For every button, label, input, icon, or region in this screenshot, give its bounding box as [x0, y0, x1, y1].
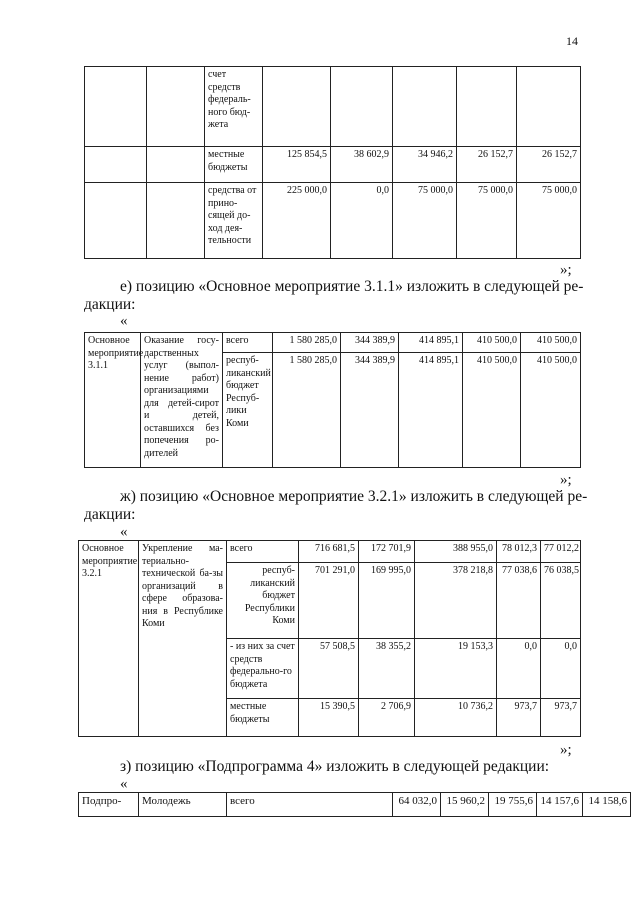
value-cell: 26 152,7 — [457, 147, 517, 183]
value-cell: 38 602,9 — [331, 147, 393, 183]
opening-quote: « — [120, 524, 128, 540]
value-cell: 414 895,1 — [399, 333, 463, 353]
paragraph-e-line2: дакции: — [84, 296, 136, 313]
value-cell: 75 000,0 — [517, 183, 581, 259]
table-row — [85, 67, 581, 147]
code-cell: Основное мероприятие 3.1.1 — [85, 333, 141, 468]
name-cell: Молодежь — [139, 793, 227, 817]
value-cell — [517, 67, 581, 147]
table-continuation — [84, 66, 581, 259]
table-subprogram-4 — [78, 792, 631, 817]
value-cell: 15 960,2 — [441, 793, 489, 817]
value-cell: 0,0 — [497, 639, 541, 699]
value-cell: 0,0 — [331, 183, 393, 259]
value-cell: 169 995,0 — [359, 563, 415, 639]
source-cell: всего — [223, 333, 273, 353]
closing-quote: »; — [560, 262, 572, 278]
paragraph-zh-line2: дакции: — [84, 506, 136, 523]
value-cell: 14 158,6 — [583, 793, 631, 817]
closing-quote: »; — [560, 742, 572, 758]
source-cell: респуб-ликанский бюджет Респуб-лики Коми — [223, 353, 273, 468]
value-cell: 2 706,9 — [359, 699, 415, 737]
value-cell: 388 955,0 — [415, 541, 497, 563]
table-row — [85, 333, 581, 353]
value-cell: 344 389,9 — [341, 353, 399, 468]
value-cell: 410 500,0 — [463, 353, 521, 468]
value-cell: 57 508,5 — [299, 639, 359, 699]
value-cell: 973,7 — [497, 699, 541, 737]
value-cell: 14 157,6 — [537, 793, 583, 817]
code-cell: Основное мероприятие 3.2.1 — [79, 541, 139, 737]
value-cell: 410 500,0 — [521, 333, 581, 353]
value-cell: 0,0 — [541, 639, 581, 699]
table-row — [79, 541, 581, 563]
page-number: 14 — [566, 34, 578, 48]
value-cell: 716 681,5 — [299, 541, 359, 563]
code-cell: Подпро- — [79, 793, 139, 817]
value-cell: 19 153,3 — [415, 639, 497, 699]
value-cell: 38 355,2 — [359, 639, 415, 699]
closing-quote: »; — [560, 472, 572, 488]
table-row — [85, 147, 581, 183]
value-cell: 172 701,9 — [359, 541, 415, 563]
value-cell: 77 038,6 — [497, 563, 541, 639]
paragraph-zh-line1: ж) позицию «Основное мероприятие 3.2.1» изложить в следующей ре- — [120, 488, 588, 505]
source-cell: всего — [227, 541, 299, 563]
value-cell: 701 291,0 — [299, 563, 359, 639]
paragraph-z-line1: з) позицию «Подпрограмма 4» изложить в следующей редакции: — [120, 758, 550, 775]
value-cell: 410 500,0 — [463, 333, 521, 353]
value-cell: 77 012,2 — [541, 541, 581, 563]
value-cell — [457, 67, 517, 147]
table-row — [79, 793, 631, 817]
source-cell: всего — [227, 793, 393, 817]
value-cell: 34 946,2 — [393, 147, 457, 183]
value-cell: 414 895,1 — [399, 353, 463, 468]
value-cell — [331, 67, 393, 147]
value-cell: 15 390,5 — [299, 699, 359, 737]
value-cell: 378 218,8 — [415, 563, 497, 639]
value-cell — [393, 67, 457, 147]
opening-quote: « — [120, 776, 128, 792]
value-cell: 225 000,0 — [263, 183, 331, 259]
value-cell: 26 152,7 — [517, 147, 581, 183]
table-row — [85, 183, 581, 259]
opening-quote: « — [120, 313, 128, 329]
source-cell: средства от прино-сящей до-ход дея-тельности — [205, 183, 263, 259]
source-cell: местные бюджеты — [227, 699, 299, 737]
value-cell: 75 000,0 — [457, 183, 517, 259]
name-cell: Оказание госу-дарственных услуг (выпол-нение работ) организациями для детей-сирот и детей, оставшихся без попечения ро-дителей — [141, 333, 223, 468]
value-cell: 1 580 285,0 — [273, 333, 341, 353]
value-cell: 76 038,5 — [541, 563, 581, 639]
code-cell — [85, 67, 147, 147]
value-cell: 1 580 285,0 — [273, 353, 341, 468]
value-cell: 973,7 — [541, 699, 581, 737]
name-cell: Укрепление ма-териально-технической ба-зы организаций в сфере образова-ния в Республике Коми — [139, 541, 227, 737]
value-cell: 78 012,3 — [497, 541, 541, 563]
table-measure-3-2-1 — [78, 540, 581, 737]
value-cell: 344 389,9 — [341, 333, 399, 353]
source-cell: - из них за счет средств федерально-го бюджета — [227, 639, 299, 699]
value-cell: 64 032,0 — [393, 793, 441, 817]
source-cell: счет средств федераль-ного бюд-жета — [205, 67, 263, 147]
value-cell: 19 755,6 — [489, 793, 537, 817]
source-cell: местные бюджеты — [205, 147, 263, 183]
value-cell: 410 500,0 — [521, 353, 581, 468]
source-cell: респуб-ликанский бюджет Республики Коми — [227, 563, 299, 639]
value-cell: 125 854,5 — [263, 147, 331, 183]
paragraph-e-line1: е) позицию «Основное мероприятие 3.1.1» изложить в следующей ре- — [120, 278, 584, 295]
table-measure-3-1-1 — [84, 332, 581, 468]
name-cell — [147, 67, 205, 147]
value-cell: 10 736,2 — [415, 699, 497, 737]
value-cell: 75 000,0 — [393, 183, 457, 259]
value-cell — [263, 67, 331, 147]
